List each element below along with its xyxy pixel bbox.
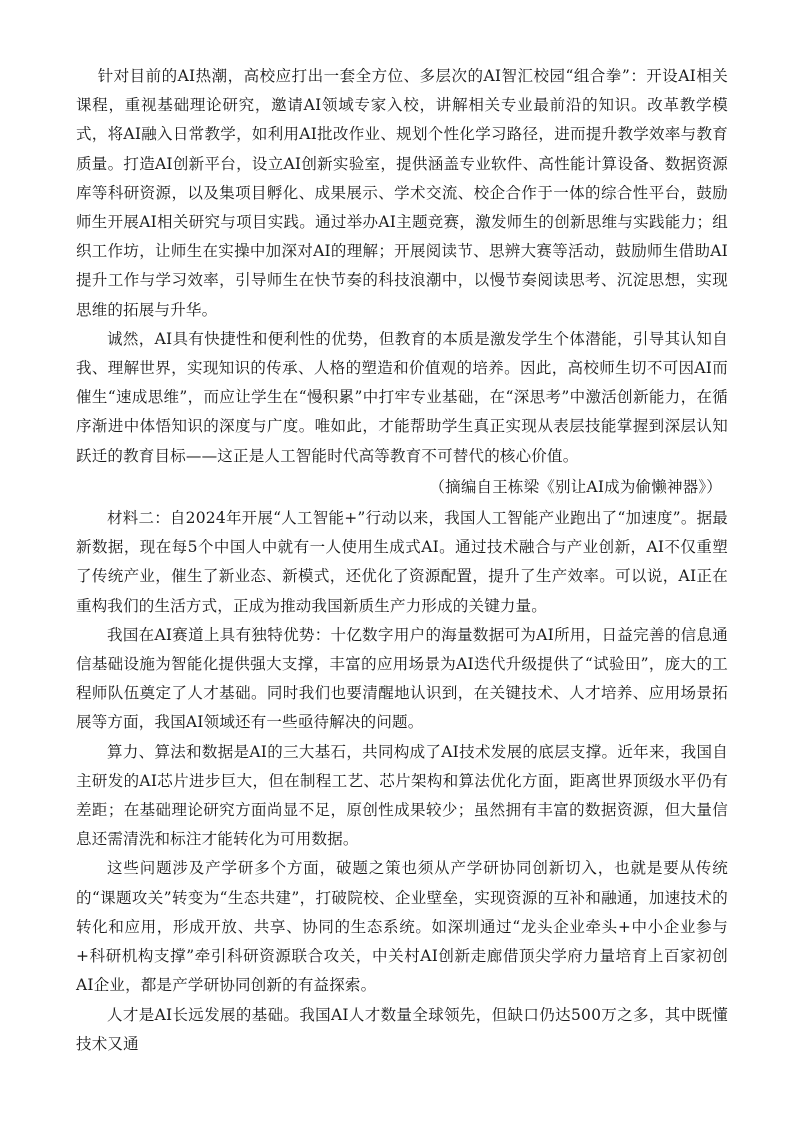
paragraph-ai-campus: 针对目前的AI热潮，高校应打出一套全方位、多层次的AI智汇校园“组合拳”：开设AI相关课程，重视基础理论研究，邀请AI领域专家入校，讲解相关专业最前沿的知识。改革教学模式，将AI融入日常教学，如利用AI批改作业、规划个性化学习路径，进而提升教学效率与教育质量。打造AI创新平台，设立AI创新实验室，提供涵盖专业软件、高性能计算设备、数据资源库等科研资源，以及集项目孵化、成果展示、学术交流、校企合作于一体的综合性平台，鼓励师生开展AI相关研究与项目实践。通过举办AI主题竞赛，激发师生的创新思维与实践能力；组织工作坊，让师生在实操中加深对AI的理解；开展阅读节、思辨大赛等活动，鼓励师生借助AI提升工作与学习效率，引导师生在快节奏的科技浪潮中，以慢节奏阅读思考、沉淀思想，实现思维的拓展与升华。 xyxy=(76,67,728,319)
paragraph-talent-foundation: 人才是AI长远发展的基础。我国AI人才数量全球领先，但缺口仍达500万之多，其中既懂技术又通 xyxy=(76,1005,728,1053)
paragraph-material-two-intro: 材料二：自2024年开展“人工智能+”行动以来，我国人工智能产业跑出了“加速度”。据最新数据，现在每5个中国人中就有一人使用生成式AI。通过技术融合与产业创新，AI不仅重塑了传统产业，催生了新业态、新模式，还优化了资源配置，提升了生产效率。可以说，AI正在重构我们的生活方式，正成为推动我国新质生产力形成的关键力量。 xyxy=(76,509,728,615)
paragraph-collaborative-innovation: 这些问题涉及产学研多个方面，破题之策也须从产学研协同创新切入，也就是要从传统的“课题攻关”转变为“生态共建”，打破院校、企业壁垒，实现资源的互补和融通，加速技术的转化和应用，形成开放、共享、协同的生态系统。如深圳通过“龙头企业牵头+中小企业参与+科研机构支撑”牵引科研资源联合攻关，中关村AI创新走廊借顶尖学府力量培育上百家初创AI企业，都是产学研协同创新的有益探索。 xyxy=(76,859,728,995)
paragraph-education-essence: 诚然，AI具有快捷性和便利性的优势，但教育的本质是激发学生个体潜能，引导其认知自我、理解世界，实现知识的传承、人格的塑造和价值观的培养。因此，高校师生切不可因AI而催生“速成思维”，而应让学生在“慢积累”中打牢专业基础，在“深思考”中激活创新能力，在循序渐进中体悟知识的深度与广度。唯如此，才能帮助学生真正实现从表层技能掌握到深层认知跃迁的教育目标——这正是人工智能时代高等教育不可替代的核心价值。 xyxy=(76,329,728,465)
paragraph-three-cornerstones: 算力、算法和数据是AI的三大基石，共同构成了AI技术发展的底层支撑。近年来，我国自主研发的AI芯片进步巨大，但在制程工艺、芯片架构和算法优化方面，距离世界顶级水平仍有差距；在基础理论研究方面尚显不足，原创性成果较少；虽然拥有丰富的数据资源，但大量信息还需清洗和标注才能转化为可用数据。 xyxy=(76,742,728,849)
source-citation: （摘编自王栋梁《别让AI成为偷懒神器》） xyxy=(429,477,722,496)
article-body xyxy=(76,62,728,1059)
paragraph-unique-advantages: 我国在AI赛道上具有独特优势：十亿数字用户的海量数据可为AI所用，日益完善的信息通信基础设施为智能化提供强大支撑，丰富的应用场景为AI迭代升级提供了“试验田”，庞大的工程师队伍奠定了人才基础。同时我们也要清醒地认识到，在关键技术、人才培养、应用场景拓展等方面，我国AI领域还有一些亟待解决的问题。 xyxy=(76,625,728,732)
